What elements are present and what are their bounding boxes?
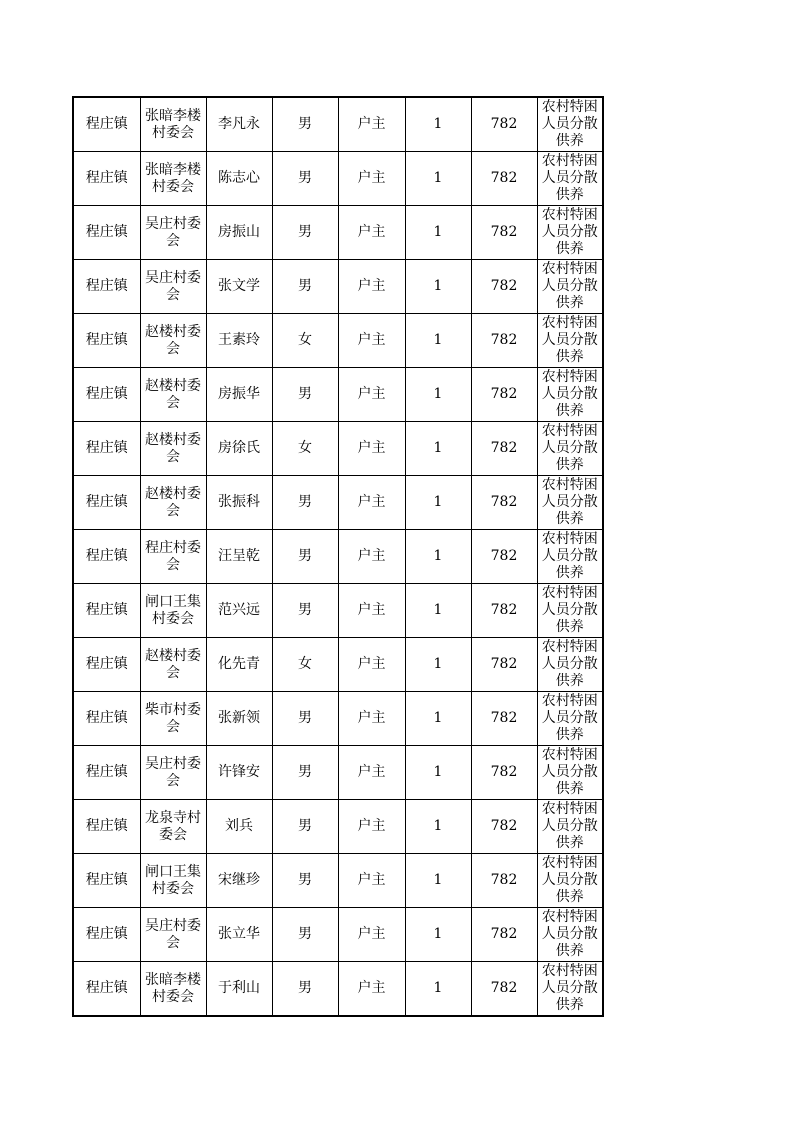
table-row xyxy=(73,530,603,584)
support-type-cell: 农村特困人员分散供养 xyxy=(537,908,603,962)
support-type-cell: 农村特困人员分散供养 xyxy=(537,746,603,800)
support-type-cell: 农村特困人员分散供养 xyxy=(537,530,603,584)
town-cell: 程庄镇 xyxy=(73,530,140,584)
village-cell: 赵楼村委会 xyxy=(140,368,206,422)
table-row xyxy=(73,638,603,692)
town-cell: 程庄镇 xyxy=(73,962,140,1017)
relation-cell: 户主 xyxy=(338,97,405,152)
amount-cell: 782 xyxy=(471,746,537,800)
support-type-cell: 农村特困人员分散供养 xyxy=(537,368,603,422)
support-type-cell: 农村特困人员分散供养 xyxy=(537,206,603,260)
table-row xyxy=(73,746,603,800)
village-cell: 张暗李楼村委会 xyxy=(140,97,206,152)
table-row xyxy=(73,476,603,530)
name-cell: 张文学 xyxy=(206,260,272,314)
town-cell: 程庄镇 xyxy=(73,854,140,908)
village-cell: 吴庄村委会 xyxy=(140,908,206,962)
count-cell: 1 xyxy=(405,854,471,908)
table-row xyxy=(73,314,603,368)
village-cell: 张暗李楼村委会 xyxy=(140,962,206,1017)
amount-cell: 782 xyxy=(471,962,537,1017)
amount-cell: 782 xyxy=(471,476,537,530)
amount-cell: 782 xyxy=(471,314,537,368)
gender-cell: 男 xyxy=(272,476,338,530)
count-cell: 1 xyxy=(405,584,471,638)
support-type-cell: 农村特困人员分散供养 xyxy=(537,314,603,368)
table-row xyxy=(73,962,603,1017)
support-type-cell: 农村特困人员分散供养 xyxy=(537,584,603,638)
town-cell: 程庄镇 xyxy=(73,206,140,260)
name-cell: 陈志心 xyxy=(206,152,272,206)
town-cell: 程庄镇 xyxy=(73,692,140,746)
table-row xyxy=(73,584,603,638)
table-row xyxy=(73,854,603,908)
table-row xyxy=(73,368,603,422)
amount-cell: 782 xyxy=(471,800,537,854)
village-cell: 张暗李楼村委会 xyxy=(140,152,206,206)
relation-cell: 户主 xyxy=(338,152,405,206)
relation-cell: 户主 xyxy=(338,314,405,368)
count-cell: 1 xyxy=(405,908,471,962)
amount-cell: 782 xyxy=(471,368,537,422)
amount-cell: 782 xyxy=(471,152,537,206)
name-cell: 化先青 xyxy=(206,638,272,692)
name-cell: 张振科 xyxy=(206,476,272,530)
gender-cell: 男 xyxy=(272,584,338,638)
village-cell: 闸口王集村委会 xyxy=(140,854,206,908)
support-type-cell: 农村特困人员分散供养 xyxy=(537,152,603,206)
count-cell: 1 xyxy=(405,962,471,1017)
table-row xyxy=(73,97,603,152)
gender-cell: 女 xyxy=(272,314,338,368)
relation-cell: 户主 xyxy=(338,530,405,584)
name-cell: 房振华 xyxy=(206,368,272,422)
village-cell: 程庄村委会 xyxy=(140,530,206,584)
relation-cell: 户主 xyxy=(338,746,405,800)
village-cell: 龙泉寺村委会 xyxy=(140,800,206,854)
amount-cell: 782 xyxy=(471,422,537,476)
name-cell: 王素玲 xyxy=(206,314,272,368)
gender-cell: 男 xyxy=(272,962,338,1017)
count-cell: 1 xyxy=(405,206,471,260)
amount-cell: 782 xyxy=(471,206,537,260)
town-cell: 程庄镇 xyxy=(73,746,140,800)
support-type-cell: 农村特困人员分散供养 xyxy=(537,800,603,854)
count-cell: 1 xyxy=(405,530,471,584)
relation-cell: 户主 xyxy=(338,854,405,908)
support-type-cell: 农村特困人员分散供养 xyxy=(537,962,603,1017)
relation-cell: 户主 xyxy=(338,476,405,530)
table-row xyxy=(73,800,603,854)
amount-cell: 782 xyxy=(471,260,537,314)
relation-cell: 户主 xyxy=(338,962,405,1017)
table-row xyxy=(73,908,603,962)
town-cell: 程庄镇 xyxy=(73,638,140,692)
relation-cell: 户主 xyxy=(338,908,405,962)
town-cell: 程庄镇 xyxy=(73,800,140,854)
amount-cell: 782 xyxy=(471,692,537,746)
support-type-cell: 农村特困人员分散供养 xyxy=(537,97,603,152)
count-cell: 1 xyxy=(405,368,471,422)
town-cell: 程庄镇 xyxy=(73,152,140,206)
relief-roster-table xyxy=(72,96,604,1017)
name-cell: 宋继珍 xyxy=(206,854,272,908)
support-type-cell: 农村特困人员分散供养 xyxy=(537,854,603,908)
town-cell: 程庄镇 xyxy=(73,368,140,422)
village-cell: 吴庄村委会 xyxy=(140,746,206,800)
amount-cell: 782 xyxy=(471,854,537,908)
name-cell: 房徐氏 xyxy=(206,422,272,476)
table-body xyxy=(73,97,603,1016)
gender-cell: 男 xyxy=(272,152,338,206)
count-cell: 1 xyxy=(405,800,471,854)
support-type-cell: 农村特困人员分散供养 xyxy=(537,692,603,746)
support-type-cell: 农村特困人员分散供养 xyxy=(537,476,603,530)
village-cell: 闸口王集村委会 xyxy=(140,584,206,638)
village-cell: 赵楼村委会 xyxy=(140,314,206,368)
table-row xyxy=(73,260,603,314)
name-cell: 刘兵 xyxy=(206,800,272,854)
gender-cell: 男 xyxy=(272,260,338,314)
town-cell: 程庄镇 xyxy=(73,908,140,962)
count-cell: 1 xyxy=(405,422,471,476)
gender-cell: 男 xyxy=(272,97,338,152)
town-cell: 程庄镇 xyxy=(73,584,140,638)
amount-cell: 782 xyxy=(471,584,537,638)
amount-cell: 782 xyxy=(471,530,537,584)
support-type-cell: 农村特困人员分散供养 xyxy=(537,638,603,692)
relation-cell: 户主 xyxy=(338,260,405,314)
name-cell: 范兴远 xyxy=(206,584,272,638)
village-cell: 赵楼村委会 xyxy=(140,476,206,530)
count-cell: 1 xyxy=(405,260,471,314)
count-cell: 1 xyxy=(405,314,471,368)
gender-cell: 男 xyxy=(272,206,338,260)
gender-cell: 男 xyxy=(272,800,338,854)
name-cell: 张新领 xyxy=(206,692,272,746)
name-cell: 于利山 xyxy=(206,962,272,1017)
support-type-cell: 农村特困人员分散供养 xyxy=(537,260,603,314)
town-cell: 程庄镇 xyxy=(73,260,140,314)
count-cell: 1 xyxy=(405,692,471,746)
name-cell: 张立华 xyxy=(206,908,272,962)
village-cell: 柴市村委会 xyxy=(140,692,206,746)
count-cell: 1 xyxy=(405,152,471,206)
count-cell: 1 xyxy=(405,476,471,530)
gender-cell: 男 xyxy=(272,908,338,962)
town-cell: 程庄镇 xyxy=(73,476,140,530)
gender-cell: 男 xyxy=(272,746,338,800)
gender-cell: 男 xyxy=(272,530,338,584)
village-cell: 吴庄村委会 xyxy=(140,260,206,314)
gender-cell: 男 xyxy=(272,854,338,908)
village-cell: 吴庄村委会 xyxy=(140,206,206,260)
relation-cell: 户主 xyxy=(338,206,405,260)
gender-cell: 女 xyxy=(272,638,338,692)
amount-cell: 782 xyxy=(471,638,537,692)
relation-cell: 户主 xyxy=(338,584,405,638)
relation-cell: 户主 xyxy=(338,422,405,476)
relation-cell: 户主 xyxy=(338,800,405,854)
amount-cell: 782 xyxy=(471,908,537,962)
count-cell: 1 xyxy=(405,746,471,800)
town-cell: 程庄镇 xyxy=(73,97,140,152)
amount-cell: 782 xyxy=(471,97,537,152)
town-cell: 程庄镇 xyxy=(73,314,140,368)
name-cell: 李凡永 xyxy=(206,97,272,152)
support-type-cell: 农村特困人员分散供养 xyxy=(537,422,603,476)
name-cell: 汪呈乾 xyxy=(206,530,272,584)
name-cell: 房振山 xyxy=(206,206,272,260)
count-cell: 1 xyxy=(405,638,471,692)
gender-cell: 男 xyxy=(272,692,338,746)
count-cell: 1 xyxy=(405,97,471,152)
village-cell: 赵楼村委会 xyxy=(140,422,206,476)
gender-cell: 女 xyxy=(272,422,338,476)
table-row xyxy=(73,152,603,206)
table-row xyxy=(73,422,603,476)
table-row xyxy=(73,692,603,746)
relation-cell: 户主 xyxy=(338,692,405,746)
town-cell: 程庄镇 xyxy=(73,422,140,476)
table-row xyxy=(73,206,603,260)
name-cell: 许锋安 xyxy=(206,746,272,800)
relation-cell: 户主 xyxy=(338,368,405,422)
relation-cell: 户主 xyxy=(338,638,405,692)
gender-cell: 男 xyxy=(272,368,338,422)
village-cell: 赵楼村委会 xyxy=(140,638,206,692)
